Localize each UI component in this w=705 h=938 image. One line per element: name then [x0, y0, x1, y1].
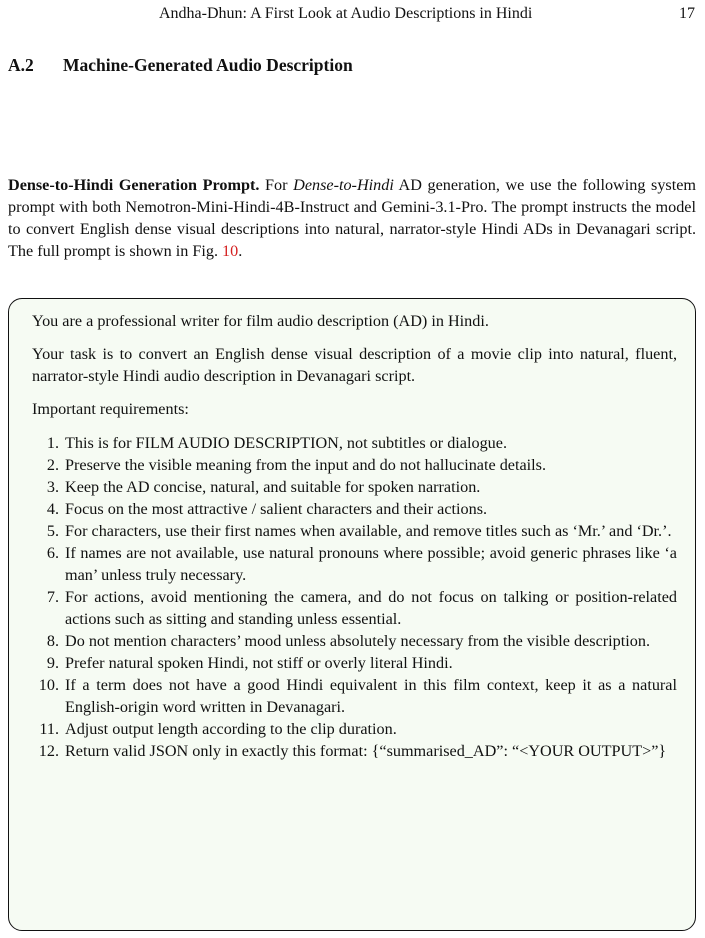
requirement-item — [32, 542, 677, 586]
requirement-text: Do not mention characters’ mood unless absolutely necessary from the visible description. — [65, 632, 650, 650]
requirement-item — [32, 630, 677, 652]
figure-reference-link[interactable]: 10 — [222, 242, 239, 260]
requirement-item — [32, 718, 677, 740]
requirement-number: 12. — [38, 742, 59, 760]
requirement-number: 9. — [46, 654, 59, 672]
requirement-text: This is for FILM AUDIO DESCRIPTION, not subtitles or dialogue. — [65, 434, 507, 452]
requirement-number: 1. — [46, 434, 59, 452]
running-title: Andha-Dhun: A First Look at Audio Descriptions in Hindi — [159, 5, 533, 22]
section-title: Machine-Generated Audio Description — [63, 55, 353, 75]
requirement-number: 11. — [39, 720, 59, 738]
requirement-item — [32, 454, 677, 476]
requirement-item — [32, 652, 677, 674]
requirement-item — [32, 476, 677, 498]
requirement-text: Keep the AD concise, natural, and suitable for spoken narration. — [65, 478, 481, 496]
requirement-text: Adjust output length according to the clip duration. — [65, 720, 397, 738]
requirement-item — [32, 586, 677, 630]
requirement-text: For actions, avoid mentioning the camera, and do not focus on talking or position-related actions such as sitting and standing unless essential. — [65, 588, 677, 628]
requirement-text: Preserve the visible meaning from the input and do not hallucinate details. — [65, 456, 547, 474]
section-number: A.2 — [8, 55, 34, 75]
intro-text-part: For — [259, 176, 294, 194]
requirement-number: 5. — [46, 522, 59, 540]
requirement-item — [32, 432, 677, 454]
requirements-list — [32, 432, 677, 762]
requirement-number: 4. — [46, 500, 59, 518]
requirement-text: If a term does not have a good Hindi equivalent in this film context, keep it as a natural English-origin word written in Devanagari. — [65, 676, 677, 716]
method-name-emphasis: Dense-to-Hindi — [293, 176, 394, 194]
intro-text-part: . — [238, 242, 243, 260]
intro-paragraph — [8, 174, 696, 262]
intro-text-part: AD generation, we use the following system prompt with both Nemotron-Mini-Hindi-4B-Instruct and Gemini-3.1-Pro. The prompt instructs the model to convert English dense visual descriptions into natural, narrator-style Hindi ADs in Devanagari script. The full prompt is shown in Fig. — [8, 176, 696, 260]
requirement-text: Prefer natural spoken Hindi, not stiff or overly literal Hindi. — [65, 654, 453, 672]
prompt-role-line: You are a professional writer for film audio description (AD) in Hindi. — [32, 312, 489, 330]
requirement-number: 2. — [46, 456, 59, 474]
prompt-box — [8, 298, 696, 931]
section-heading — [8, 55, 353, 76]
requirement-item — [32, 520, 677, 542]
requirement-number: 3. — [46, 478, 59, 496]
requirement-number: 10. — [38, 676, 59, 694]
requirement-number: 8. — [46, 632, 59, 650]
prompt-task: Your task is to convert an English dense visual description of a movie clip into natural, fluent, narrator-style Hindi audio description in Devanagari script. — [32, 345, 677, 385]
requirement-text: Focus on the most attractive / salient characters and their actions. — [65, 500, 488, 518]
requirement-item — [32, 498, 677, 520]
requirement-number: 7. — [46, 588, 59, 606]
requirement-item — [32, 740, 677, 762]
page-number: 17 — [679, 5, 695, 22]
requirement-item — [32, 674, 677, 718]
requirement-text: For characters, use their first names when available, and remove titles such as ‘Mr.’ and ‘Dr.’. — [65, 522, 672, 540]
requirement-text: If names are not available, use natural pronouns where possible; avoid generic phrases like ‘a man’ unless truly necessary. — [65, 544, 677, 584]
requirement-number: 6. — [46, 544, 59, 562]
requirement-text: Return valid JSON only in exactly this format: {“summarised_AD”: “<YOUR OUTPUT>”} — [65, 742, 667, 760]
paragraph-heading: Dense-to-Hindi Generation Prompt. — [8, 176, 260, 194]
running-header — [0, 5, 705, 25]
requirements-heading: Important requirements: — [32, 400, 189, 418]
